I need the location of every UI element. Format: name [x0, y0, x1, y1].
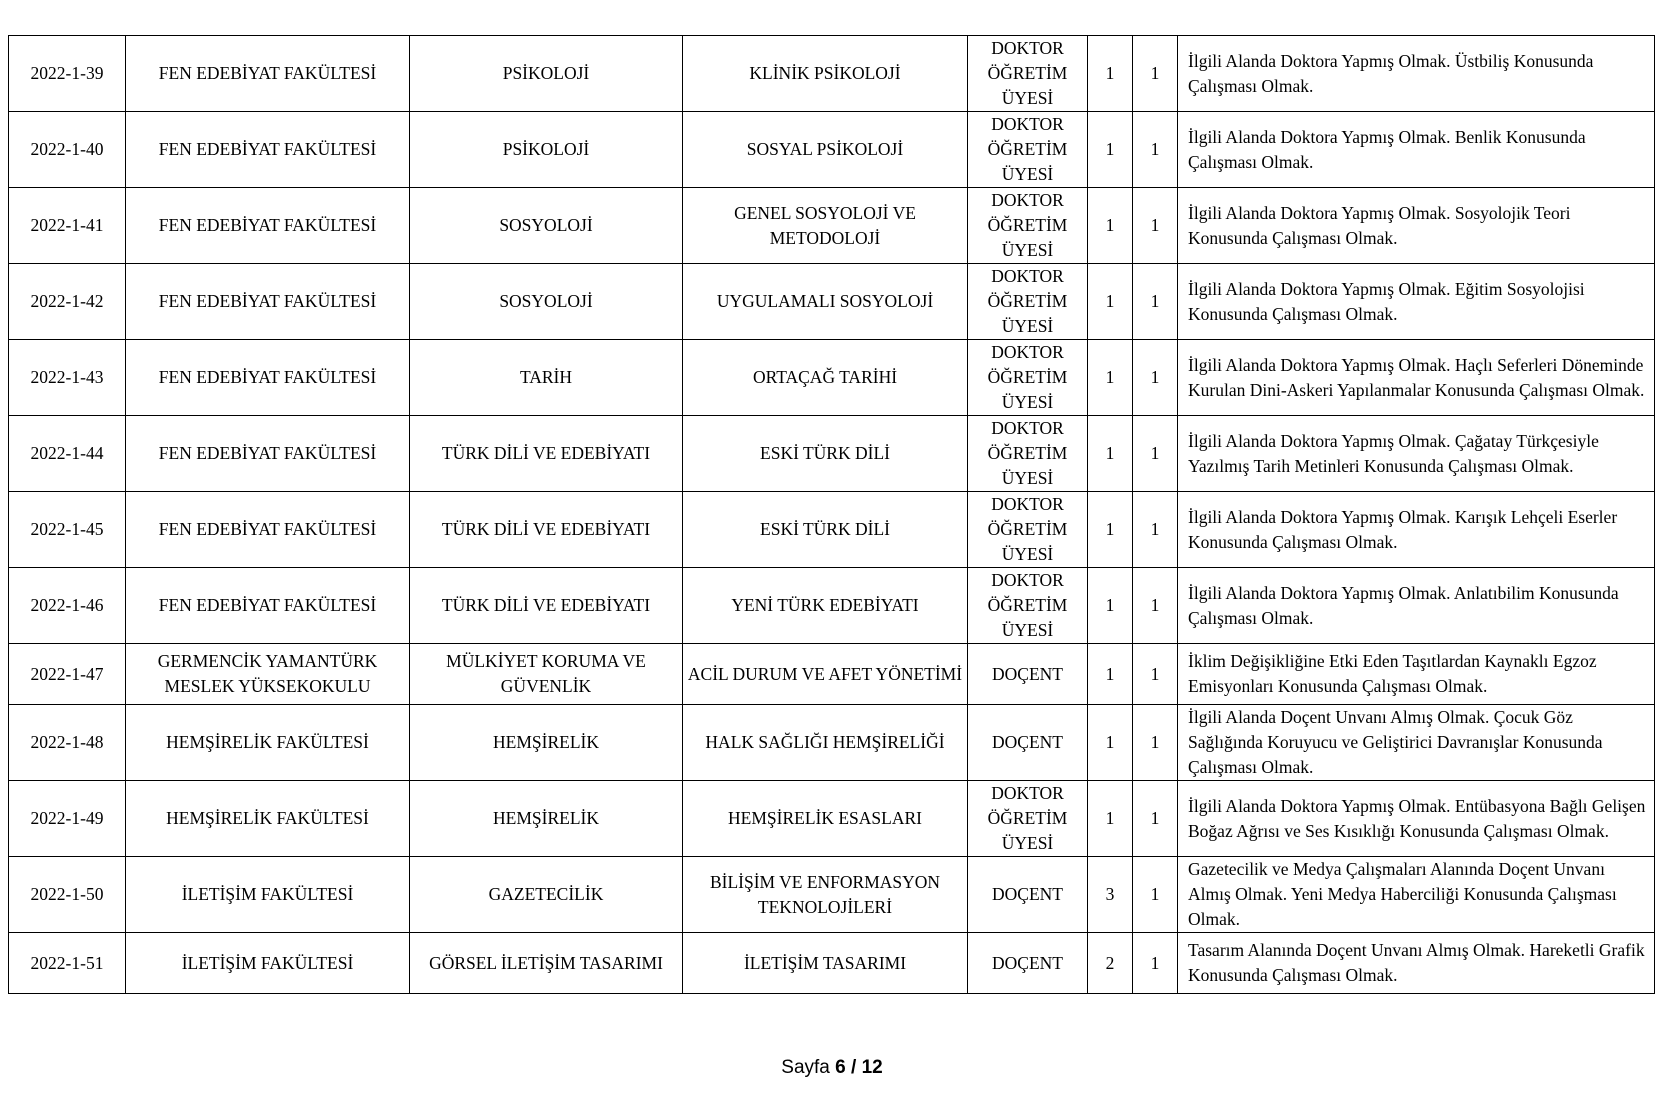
- position-code-cell: 2022-1-43: [9, 340, 126, 416]
- faculty-cell: İLETİŞİM FAKÜLTESİ: [126, 857, 410, 933]
- faculty-cell: İLETİŞİM FAKÜLTESİ: [126, 933, 410, 994]
- requirement-cell: İlgili Alanda Doktora Yapmış Olmak. Entübasyona Bağlı Gelişen Boğaz Ağrısı ve Ses Kısıklığı Konusunda Çalışması Olmak.: [1178, 781, 1655, 857]
- faculty-cell: FEN EDEBİYAT FAKÜLTESİ: [126, 568, 410, 644]
- department-cell: TÜRK DİLİ VE EDEBİYATI: [410, 568, 683, 644]
- table-body: [9, 36, 1655, 994]
- academic-title-cell: DOKTOR ÖĞRETİM ÜYESİ: [968, 36, 1088, 112]
- position-code-cell: 2022-1-40: [9, 112, 126, 188]
- department-cell: GAZETECİLİK: [410, 857, 683, 933]
- position-count-cell: 1: [1133, 568, 1178, 644]
- position-count-cell: 1: [1133, 36, 1178, 112]
- faculty-cell: FEN EDEBİYAT FAKÜLTESİ: [126, 264, 410, 340]
- requirement-cell: İlgili Alanda Doktora Yapmış Olmak. Çağatay Türkçesiyle Yazılmış Tarih Metinleri Konusunda Çalışması Olmak.: [1178, 416, 1655, 492]
- position-count-cell: 1: [1133, 416, 1178, 492]
- subfield-cell: HEMŞİRELİK ESASLARI: [683, 781, 968, 857]
- position-count-cell: 1: [1133, 340, 1178, 416]
- position-code-cell: 2022-1-46: [9, 568, 126, 644]
- degree-cell: 1: [1088, 416, 1133, 492]
- position-count-cell: 1: [1133, 781, 1178, 857]
- faculty-cell: FEN EDEBİYAT FAKÜLTESİ: [126, 416, 410, 492]
- position-count-cell: 1: [1133, 644, 1178, 705]
- faculty-cell: GERMENCİK YAMANTÜRK MESLEK YÜKSEKOKULU: [126, 644, 410, 705]
- requirement-cell: İlgili Alanda Doçent Unvanı Almış Olmak. Çocuk Göz Sağlığında Koruyucu ve Geliştirici Davranışlar Konusunda Çalışması Olmak.: [1178, 705, 1655, 781]
- degree-cell: 1: [1088, 644, 1133, 705]
- subfield-cell: HALK SAĞLIĞI HEMŞİRELİĞİ: [683, 705, 968, 781]
- table-row: [9, 264, 1655, 340]
- page-footer: [0, 1057, 1664, 1079]
- position-count-cell: 1: [1133, 112, 1178, 188]
- subfield-cell: SOSYAL PSİKOLOJİ: [683, 112, 968, 188]
- position-code-cell: 2022-1-49: [9, 781, 126, 857]
- degree-cell: 1: [1088, 112, 1133, 188]
- requirement-cell: İlgili Alanda Doktora Yapmış Olmak. Anlatıbilim Konusunda Çalışması Olmak.: [1178, 568, 1655, 644]
- academic-title-cell: DOÇENT: [968, 857, 1088, 933]
- position-count-cell: 1: [1133, 188, 1178, 264]
- department-cell: TARİH: [410, 340, 683, 416]
- faculty-cell: FEN EDEBİYAT FAKÜLTESİ: [126, 492, 410, 568]
- department-cell: TÜRK DİLİ VE EDEBİYATI: [410, 492, 683, 568]
- subfield-cell: UYGULAMALI SOSYOLOJİ: [683, 264, 968, 340]
- subfield-cell: KLİNİK PSİKOLOJİ: [683, 36, 968, 112]
- position-count-cell: 1: [1133, 933, 1178, 994]
- page-label: Sayfa: [781, 1057, 830, 1078]
- table-row: [9, 340, 1655, 416]
- subfield-cell: ESKİ TÜRK DİLİ: [683, 492, 968, 568]
- subfield-cell: BİLİŞİM VE ENFORMASYON TEKNOLOJİLERİ: [683, 857, 968, 933]
- academic-title-cell: DOKTOR ÖĞRETİM ÜYESİ: [968, 416, 1088, 492]
- requirement-cell: İlgili Alanda Doktora Yapmış Olmak. Sosyolojik Teori Konusunda Çalışması Olmak.: [1178, 188, 1655, 264]
- degree-cell: 1: [1088, 781, 1133, 857]
- position-code-cell: 2022-1-39: [9, 36, 126, 112]
- page-separator: /: [851, 1057, 857, 1078]
- degree-cell: 1: [1088, 264, 1133, 340]
- academic-title-cell: DOÇENT: [968, 705, 1088, 781]
- requirement-cell: Tasarım Alanında Doçent Unvanı Almış Olmak. Hareketli Grafik Konusunda Çalışması Olmak.: [1178, 933, 1655, 994]
- academic-title-cell: DOKTOR ÖĞRETİM ÜYESİ: [968, 188, 1088, 264]
- department-cell: SOSYOLOJİ: [410, 188, 683, 264]
- position-count-cell: 1: [1133, 705, 1178, 781]
- faculty-cell: FEN EDEBİYAT FAKÜLTESİ: [126, 188, 410, 264]
- table-row: [9, 705, 1655, 781]
- subfield-cell: ORTAÇAĞ TARİHİ: [683, 340, 968, 416]
- degree-cell: 1: [1088, 568, 1133, 644]
- requirement-cell: İlgili Alanda Doktora Yapmış Olmak. Benlik Konusunda Çalışması Olmak.: [1178, 112, 1655, 188]
- degree-cell: 3: [1088, 857, 1133, 933]
- table-row: [9, 36, 1655, 112]
- positions-table: [8, 35, 1655, 994]
- table-row: [9, 416, 1655, 492]
- requirement-cell: İlgili Alanda Doktora Yapmış Olmak. Eğitim Sosyolojisi Konusunda Çalışması Olmak.: [1178, 264, 1655, 340]
- academic-title-cell: DOKTOR ÖĞRETİM ÜYESİ: [968, 568, 1088, 644]
- position-code-cell: 2022-1-51: [9, 933, 126, 994]
- position-count-cell: 1: [1133, 857, 1178, 933]
- subfield-cell: ACİL DURUM VE AFET YÖNETİMİ: [683, 644, 968, 705]
- degree-cell: 1: [1088, 492, 1133, 568]
- requirement-cell: Gazetecilik ve Medya Çalışmaları Alanında Doçent Unvanı Almış Olmak. Yeni Medya Haberciliği Konusunda Çalışması Olmak.: [1178, 857, 1655, 933]
- position-code-cell: 2022-1-45: [9, 492, 126, 568]
- degree-cell: 2: [1088, 933, 1133, 994]
- department-cell: PSİKOLOJİ: [410, 112, 683, 188]
- subfield-cell: YENİ TÜRK EDEBİYATI: [683, 568, 968, 644]
- position-code-cell: 2022-1-41: [9, 188, 126, 264]
- position-code-cell: 2022-1-42: [9, 264, 126, 340]
- department-cell: HEMŞİRELİK: [410, 781, 683, 857]
- degree-cell: 1: [1088, 705, 1133, 781]
- subfield-cell: İLETİŞİM TASARIMI: [683, 933, 968, 994]
- position-code-cell: 2022-1-44: [9, 416, 126, 492]
- requirement-cell: İlgili Alanda Doktora Yapmış Olmak. Üstbiliş Konusunda Çalışması Olmak.: [1178, 36, 1655, 112]
- requirement-cell: İlgili Alanda Doktora Yapmış Olmak. Karışık Lehçeli Eserler Konusunda Çalışması Olmak.: [1178, 492, 1655, 568]
- total-pages-number: 12: [861, 1057, 883, 1078]
- position-code-cell: 2022-1-47: [9, 644, 126, 705]
- department-cell: SOSYOLOJİ: [410, 264, 683, 340]
- department-cell: TÜRK DİLİ VE EDEBİYATI: [410, 416, 683, 492]
- subfield-cell: GENEL SOSYOLOJİ VE METODOLOJİ: [683, 188, 968, 264]
- degree-cell: 1: [1088, 36, 1133, 112]
- faculty-cell: HEMŞİRELİK FAKÜLTESİ: [126, 781, 410, 857]
- current-page-number: 6: [835, 1057, 846, 1078]
- academic-title-cell: DOKTOR ÖĞRETİM ÜYESİ: [968, 781, 1088, 857]
- position-code-cell: 2022-1-48: [9, 705, 126, 781]
- academic-title-cell: DOÇENT: [968, 644, 1088, 705]
- position-code-cell: 2022-1-50: [9, 857, 126, 933]
- position-count-cell: 1: [1133, 264, 1178, 340]
- department-cell: HEMŞİRELİK: [410, 705, 683, 781]
- table-row: [9, 112, 1655, 188]
- faculty-cell: FEN EDEBİYAT FAKÜLTESİ: [126, 36, 410, 112]
- table-row: [9, 568, 1655, 644]
- table-row: [9, 857, 1655, 933]
- requirement-cell: İlgili Alanda Doktora Yapmış Olmak. Haçlı Seferleri Döneminde Kurulan Dini-Askeri Yapılanmalar Konusunda Çalışması Olmak.: [1178, 340, 1655, 416]
- academic-title-cell: DOKTOR ÖĞRETİM ÜYESİ: [968, 112, 1088, 188]
- department-cell: GÖRSEL İLETİŞİM TASARIMI: [410, 933, 683, 994]
- academic-title-cell: DOÇENT: [968, 933, 1088, 994]
- department-cell: MÜLKİYET KORUMA VE GÜVENLİK: [410, 644, 683, 705]
- department-cell: PSİKOLOJİ: [410, 36, 683, 112]
- academic-title-cell: DOKTOR ÖĞRETİM ÜYESİ: [968, 264, 1088, 340]
- academic-title-cell: DOKTOR ÖĞRETİM ÜYESİ: [968, 492, 1088, 568]
- position-count-cell: 1: [1133, 492, 1178, 568]
- faculty-cell: HEMŞİRELİK FAKÜLTESİ: [126, 705, 410, 781]
- subfield-cell: ESKİ TÜRK DİLİ: [683, 416, 968, 492]
- faculty-cell: FEN EDEBİYAT FAKÜLTESİ: [126, 340, 410, 416]
- degree-cell: 1: [1088, 188, 1133, 264]
- table-row: [9, 933, 1655, 994]
- faculty-cell: FEN EDEBİYAT FAKÜLTESİ: [126, 112, 410, 188]
- table-row: [9, 492, 1655, 568]
- academic-title-cell: DOKTOR ÖĞRETİM ÜYESİ: [968, 340, 1088, 416]
- table-row: [9, 188, 1655, 264]
- table-row: [9, 644, 1655, 705]
- table-row: [9, 781, 1655, 857]
- degree-cell: 1: [1088, 340, 1133, 416]
- requirement-cell: İklim Değişikliğine Etki Eden Taşıtlardan Kaynaklı Egzoz Emisyonları Konusunda Çalışması Olmak.: [1178, 644, 1655, 705]
